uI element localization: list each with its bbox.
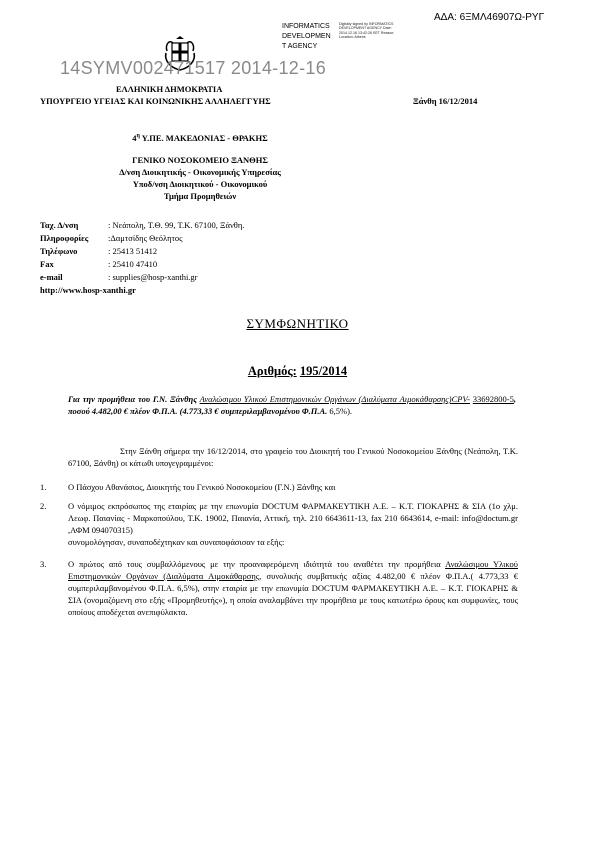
contact-address: Ταχ. Δ/νση : Νεάπολη, Τ.Θ. 99, Τ.Κ. 67100, Ξάνθη. [40, 220, 245, 230]
list-item: 2. Ο νόμιμος εκπρόσωπος της εταιρίας με την επωνυμία DOCTUM ΦΑΡΜΑΚΕΥΤΙΚΗ Α.Ε. – Κ.Τ. ΓΙΟΚΑΡΗΣ & ΣΙΑ (1ο χλμ. Λεωφ. Παιανίας - Μαρκοπούλου, Τ.Κ. 19002, Παιανία, Αττική, τηλ. 210 6643611-13, fax 210 6643614, e-mail: info@doctum.gr ,ΑΦΜ 094070315) συνομολόγησαν, συναποδέχτηκαν και συναποφάσισαν τα εξής: [40, 501, 518, 547]
contact-email: e-mail : supplies@hosp-xanthi.gr [40, 272, 198, 282]
website-link[interactable]: http://www.hosp-xanthi.gr [40, 285, 136, 295]
document-number: Αριθμός: 195/2014 [247, 364, 348, 378]
ada-code: ΑΔΑ: 6ΞΜΛ46907Ω-ΡΥΓ [434, 12, 545, 23]
list-item-followup: συνομολόγησαν, συναποδέχτηκαν και συναποφάσισαν τα εξής: [68, 537, 285, 547]
contact-fax: Fax : 25410 47410 [40, 259, 158, 269]
department-2: Υποδ/νση Διοικητικού - Οικονομικού [132, 179, 268, 189]
watermark: 14SYMV002471517 2014-12-16 [60, 58, 327, 78]
list-item: 1. Ο Πάσχου Αθανάσιος, Διοικητής του Γενικού Νοσοκομείου (Γ.Ν.) Ξάνθης και [40, 482, 336, 492]
contact-phone: Τηλέφωνο : 25413 51412 [40, 246, 158, 256]
hospital-name: ΓΕΝΙΚΟ ΝΟΣΟΚΟΜΕΙΟ ΞΑΝΘΗΣ [132, 155, 268, 165]
signature-details: Digitally signed by INFORMATICS DEVELOPMENT AGENCY Date: 2014.12.16 13:42:26 EET Reason: Location: Athens [339, 22, 395, 40]
contact-info: Πληροφορίες :Δαμτσίδης Θεόλητος [40, 233, 183, 243]
purpose-paragraph: Για την προμήθεια του Γ.Ν. Ξάνθης Αναλώσιμου Υλικού Επιστημονικών Οργάνων (Διαλύματα Αιμοκάθαρσης)CPV- 33692800-5, ποσού 4.482,00 € πλέον Φ.Π.Α. (4.773,33 € συμπεριλαμβανομένου Φ.Π.Α. 6,5%). [68, 394, 516, 416]
signature-title: INFORMATICS DEVELOPMEN T AGENCY [282, 23, 331, 50]
list-item: 3. Ο πρώτος από τους συμβαλλόμενους με την προαναφερόμενη ιδιότητά του αναθέτει την προμήθεια Αναλώσιμου Υλικού Επιστημονικών Οργάνων (Διαλύματα Αιμοκάθαρσης, συνολικής συμβατικής αξίας 4.482,00 € πλέον Φ.Π.Α.( 4.773,33 € συμπεριλαμβανομένου Φ.Π.Α. 6,5%), στην εταιρία με την επωνυμία DOCTUM ΦΑΡΜΑΚΕΥΤΙΚΗ Α.Ε. – Κ.Τ. ΓΙΟΚΑΡΗΣ & ΣΙΑ (ονομαζόμενη στο εξής «Προμηθευτής»), η οποία αναλαμβάνει την προμήθεια με τους κατωτέρω όρους και συμφωνίες, τους οποίους αποδέχεται ανεπιφύλακτα. [40, 559, 518, 617]
republic-heading: ΕΛΛΗΝΙΚΗ ΔΗΜΟΚΡΑΤΙΑ [116, 84, 223, 94]
intro-paragraph: Στην Ξάνθη σήμερα την 16/12/2014, στο γραφείο του Διοικητή του Γενικού Νοσοκομείου Ξάνθης (Νεάπολη, Τ.Κ. 67100, Ξάνθη) οι κάτωθι υπογεγραμμένοι: [68, 446, 518, 468]
document-title: ΣΥΜΦΩΝΗΤΙΚΟ [246, 316, 349, 331]
department-1: Δ/νση Διοικητικής - Οικονομικής Υπηρεσίας [119, 167, 281, 177]
department-3: Τμήμα Προμηθειών [163, 191, 237, 201]
ministry-heading: ΥΠΟΥΡΓΕΙΟ ΥΓΕΙΑΣ ΚΑΙ ΚΟΙΝΩΝΙΚΗΣ ΑΛΛΗΛΕΓΓΥΗΣ [40, 96, 271, 106]
ype-heading: $4^\eta$ Υ.ΠΕ. ΜΑΚΕΔΟΝΙΑΣ - ΘΡΑΚΗΣ [132, 133, 268, 143]
place-date: Ξάνθη 16/12/2014 [413, 96, 478, 106]
